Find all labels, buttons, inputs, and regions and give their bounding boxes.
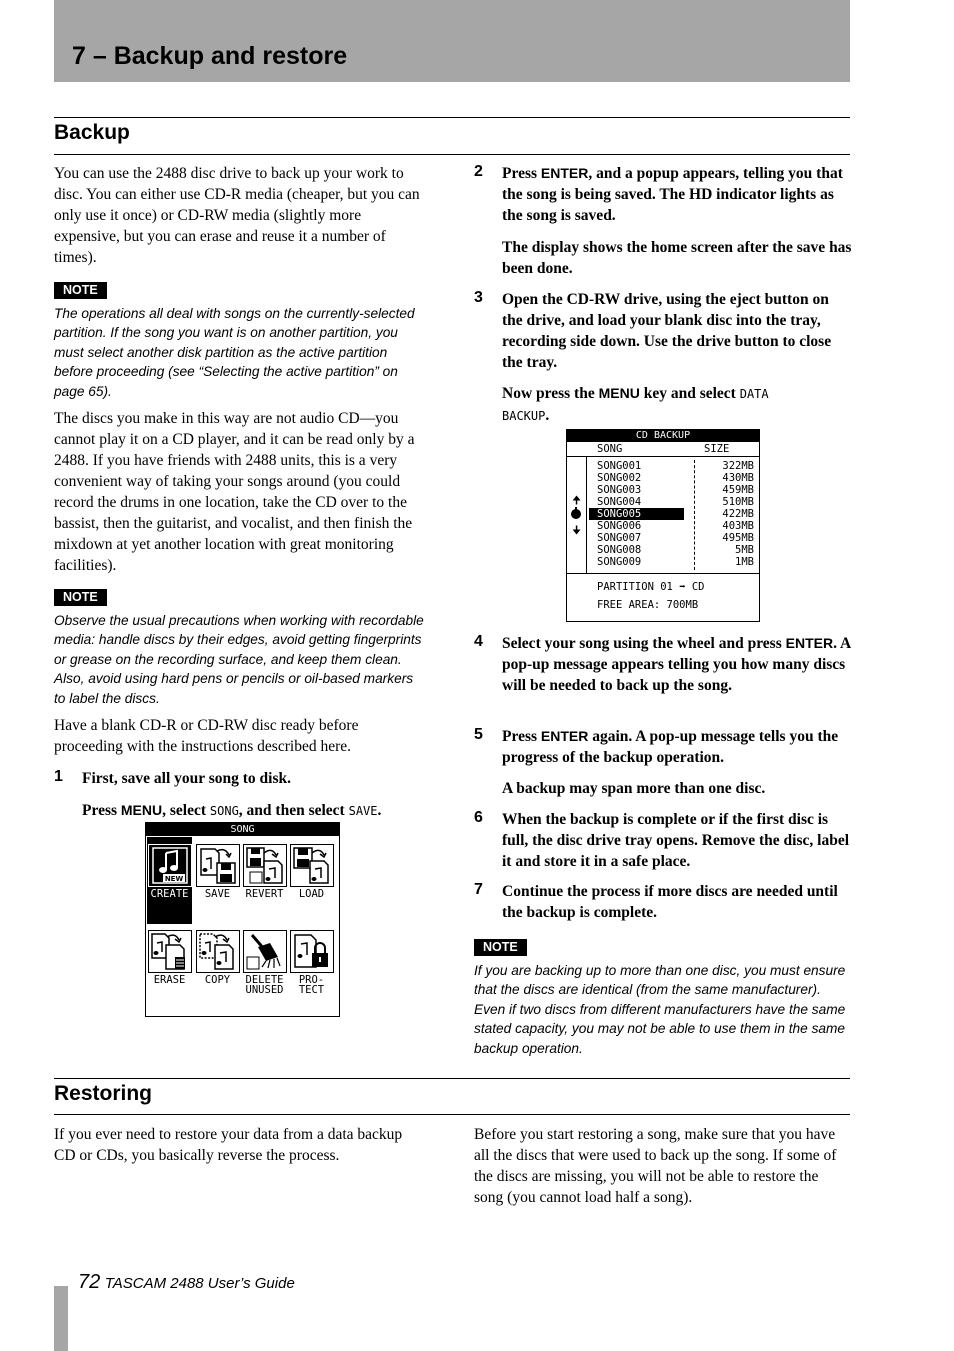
chapter-title: 7 – Backup and restore (72, 42, 348, 70)
cd-song-name: SONG009 (597, 556, 642, 568)
cd-song-name: SONG003 (597, 484, 642, 496)
guide-title: TASCAM 2488 User’s Guide (104, 1275, 295, 1292)
note2-label: NOTE (54, 589, 107, 606)
enter-key: ENTER (785, 635, 834, 651)
menu-key: MENU (120, 802, 163, 818)
protect-label: PRO- TECT (298, 974, 325, 996)
music-note-new-icon (148, 844, 192, 887)
cd-song-name: SONG002 (597, 472, 642, 484)
create-icon-cell[interactable] (147, 837, 192, 924)
cd-song-row[interactable] (589, 508, 754, 520)
step1-text: First, save all your song to disk. (82, 770, 291, 787)
restoring-left-para: If you ever need to restore your data from a data backup CD or CDs, you basically reverse the process. (54, 1126, 403, 1164)
note1-text: The operations all deal with songs on the currently-selected partition. If the song you want is on another partition, you must select another disk partition as the active partition before proceeding (see “Selecting the active partition” on page 65). (54, 306, 415, 399)
step1-sub: Press MENU, select SONG, and then select SAVE. (82, 802, 382, 819)
cd-song-size: 403MB (722, 520, 754, 532)
backup-menu-ref: BACKUP (502, 409, 546, 423)
enter-key: ENTER (540, 728, 589, 744)
copy-doc-icon (196, 930, 240, 973)
revert-disk-icon (243, 844, 287, 887)
load-disk-icon (290, 844, 334, 887)
save-label: SAVE (204, 888, 231, 900)
song-screen-title: SONG (146, 823, 339, 836)
note3-badge (474, 938, 527, 956)
backup-section-title: Backup (54, 121, 130, 144)
restoring-right-para: Before you start restoring a song, make sure that you have all the discs that were used to back up the song. If some of the discs are missing, you will not be able to restore the song (you cannot load half a song). (474, 1126, 837, 1206)
save-menu-ref: SAVE (348, 804, 378, 818)
step3-sub: Now press the MENU key and select DATA BACKUP. (502, 385, 769, 424)
cd-screen-title: CD BACKUP (567, 430, 759, 442)
note3-text: If you are backing up to more than one disc, you must ensure that the discs are identical (from the same manufacturer). Even if two discs from different manufacturers have the same stated capacity, you may not be able to use them in the same backup operation. (474, 963, 846, 1056)
scroll-up-icon[interactable]: 🠉 (572, 494, 582, 507)
footer (78, 1271, 295, 1294)
note1-label: NOTE (54, 282, 107, 299)
scroll-down-icon[interactable]: 🠋 (572, 524, 582, 537)
cd-song-name: SONG006 (597, 520, 642, 532)
cd-song-size: 510MB (722, 496, 754, 508)
erase-icon-cell[interactable] (147, 923, 192, 1007)
cd-song-name: SONG007 (597, 532, 642, 544)
section-rule-top (54, 117, 850, 118)
cd-song-size: 430MB (722, 472, 754, 484)
restoring-section-title: Restoring (54, 1082, 153, 1105)
cd-song-row[interactable] (589, 544, 754, 556)
song-menu-screen (145, 822, 340, 1017)
step5-sub: A backup may span more than one disc. (502, 780, 766, 797)
lock-doc-icon (290, 930, 334, 973)
cd-song-row[interactable] (589, 472, 754, 484)
backup-para3: Have a blank CD-R or CD-RW disc ready before proceeding with the instructions described here. (54, 717, 359, 755)
cd-song-row[interactable] (589, 496, 754, 508)
footer-bar (54, 1286, 68, 1351)
cd-song-row[interactable] (589, 532, 754, 544)
step6-text: When the backup is complete or if the first disc is full, the disc drive tray opens. Remove the disc, label it and store it in a safe place. (502, 811, 850, 870)
cd-song-size: 5MB (735, 544, 754, 556)
broom-icon (243, 930, 287, 973)
copy-label: COPY (204, 974, 231, 986)
cd-song-name: SONG001 (597, 460, 642, 472)
arrow-right-icon: ➡ (679, 581, 686, 593)
load-icon-cell[interactable] (289, 837, 334, 921)
cd-backup-screen (566, 429, 760, 622)
create-label: CREATE (150, 888, 189, 900)
cd-song-row[interactable] (589, 520, 754, 532)
cd-song-size: 1MB (735, 556, 754, 568)
step5-number: 5 (474, 726, 483, 743)
svg-text:NEW: NEW (164, 875, 184, 883)
cd-song-row[interactable] (589, 484, 754, 496)
step4-text: Select your song using the wheel and press ENTER. A pop-up message appears telling you how many discs will be needed to back up the song. (502, 635, 851, 694)
backup-para2: The discs you make in this way are not audio CD—you cannot play it on a CD player, and it can be read only by a 2488. If you have friends with 2488 units, this is a very convenient way of taking your songs around (you could record the drums in one location, take the CD over to the bassist, then the guitarist, and vocalist, and then finish the mixdown at yet another location with great monitoring facilities). (54, 410, 415, 574)
note3-label: NOTE (474, 939, 527, 956)
step4-number: 4 (474, 633, 483, 650)
note2-text: Observe the usual precautions when working with recordable media: handle discs by their edges, avoid getting fingerprints or grease on the recording surface, and keep them clean. Also, avoid using hard pens or pencils or oil-based markers to label the discs. (54, 613, 424, 706)
cd-song-row[interactable] (589, 460, 754, 472)
cd-song-row[interactable] (589, 556, 754, 568)
free-area: FREE AREA: 700MB (597, 599, 699, 611)
step7-number: 7 (474, 881, 483, 898)
copy-icon-cell[interactable] (195, 923, 240, 1007)
delete-unused-icon-cell[interactable] (242, 923, 287, 1007)
cd-song-name: SONG004 (597, 496, 642, 508)
partition-line: PARTITION 01 ➡ CD (597, 581, 705, 593)
section-rule-bottom (54, 154, 850, 155)
data-menu-ref: DATA (739, 387, 769, 401)
note1-badge (54, 281, 107, 299)
restoring-rule-bottom (54, 1114, 850, 1115)
menu-key: MENU (598, 385, 640, 401)
step3-text: Open the CD-RW drive, using the eject button on the drive, and load your blank disc into the tray, recording side down. Use the drive button to close the tray. (502, 291, 832, 371)
step2-sub: The display shows the home screen after the save has been done. (502, 239, 852, 277)
restoring-rule-top (54, 1078, 850, 1079)
col-size-header: SIZE (704, 443, 730, 455)
step2-text: Press ENTER, and a popup appears, telling you that the song is being saved. The HD indicator lights as the song is saved. (502, 165, 843, 224)
revert-icon-cell[interactable] (242, 837, 287, 921)
cd-song-size: 322MB (722, 460, 754, 472)
save-icon-cell[interactable] (195, 837, 240, 921)
enter-key: ENTER (540, 165, 589, 181)
song-menu-ref: SONG (209, 804, 239, 818)
step6-number: 6 (474, 809, 483, 826)
step7-text: Continue the process if more discs are needed until the backup is complete. (502, 883, 838, 921)
revert-label: REVERT (245, 888, 284, 900)
step1-number: 1 (54, 768, 63, 785)
step5-text: Press ENTER again. A pop-up message tells you the progress of the backup operation. (502, 728, 839, 766)
page-number: 72 (78, 1271, 101, 1293)
cd-song-name: SONG005 (589, 508, 684, 520)
step2-number: 2 (474, 163, 483, 180)
backup-intro: You can use the 2488 disc drive to back up your work to disc. You can either use CD-R media (cheaper, but you can only use it once) or CD-RW media (slightly more expensive, but you can erase and reuse it a number of times). (54, 165, 420, 266)
load-label: LOAD (298, 888, 325, 900)
note2-badge (54, 588, 107, 606)
delete-unused-label: DELETE UNUSED (245, 974, 284, 996)
step3-number: 3 (474, 289, 483, 306)
jog-wheel-icon (569, 507, 583, 521)
col-song-header: SONG (597, 443, 623, 455)
erase-label: ERASE (153, 974, 186, 986)
protect-icon-cell[interactable] (289, 923, 334, 1007)
cd-song-name: SONG008 (597, 544, 642, 556)
cd-song-size: 495MB (722, 532, 754, 544)
cd-song-size: 459MB (722, 484, 754, 496)
erase-doc-icon (148, 930, 192, 973)
cd-song-size: 422MB (722, 508, 754, 520)
save-disk-icon (196, 844, 240, 887)
